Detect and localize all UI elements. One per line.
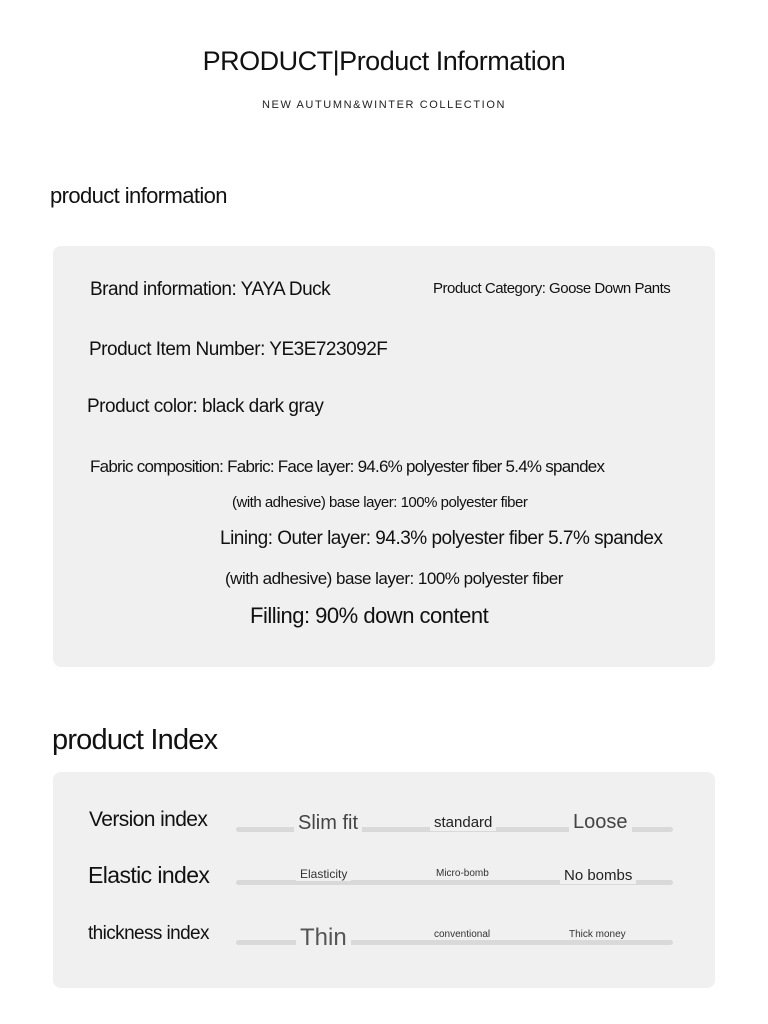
product-category: Product Category: Goose Down Pants: [433, 280, 671, 297]
page-subtitle: NEW AUTUMN&WINTER COLLECTION: [261, 99, 507, 111]
section-title-product-information: product information: [50, 183, 227, 208]
version-option-slim-fit: Slim fit: [294, 812, 362, 835]
elastic-index-label: Elastic index: [88, 862, 210, 888]
version-index-label: Version index: [89, 808, 208, 831]
brand-info: Brand information: YAYA Duck: [90, 279, 331, 300]
version-option-standard: standard: [430, 814, 496, 831]
filling-content: Filling: 90% down content: [250, 603, 489, 628]
fabric-composition-line-2: (with adhesive) base layer: 100% polyester fiber: [232, 494, 528, 511]
product-item-number: Product Item Number: YE3E723092F: [89, 339, 388, 360]
thickness-option-thin: Thin: [296, 924, 351, 952]
thickness-index-label: thickness index: [88, 923, 209, 944]
lining-line-1: Lining: Outer layer: 94.3% polyester fiber 5.7% spandex: [220, 528, 663, 549]
thickness-option-thick-money: Thick money: [565, 929, 630, 940]
product-color: Product color: black dark gray: [87, 396, 324, 417]
lining-line-2: (with adhesive) base layer: 100% polyester fiber: [225, 569, 563, 588]
thickness-option-conventional: conventional: [430, 929, 494, 940]
elastic-option-elasticity: Elasticity: [296, 867, 351, 881]
page-title: PRODUCT|Product Information: [202, 46, 566, 76]
section-title-product-index: product Index: [52, 724, 218, 756]
fabric-composition-line-1: Fabric composition: Fabric: Face layer: 94.6% polyester fiber 5.4% spandex: [90, 457, 605, 476]
version-option-loose: Loose: [569, 811, 632, 834]
elastic-option-micro-bomb: Micro-bomb: [432, 868, 493, 879]
elastic-option-no-bombs: No bombs: [560, 867, 636, 884]
